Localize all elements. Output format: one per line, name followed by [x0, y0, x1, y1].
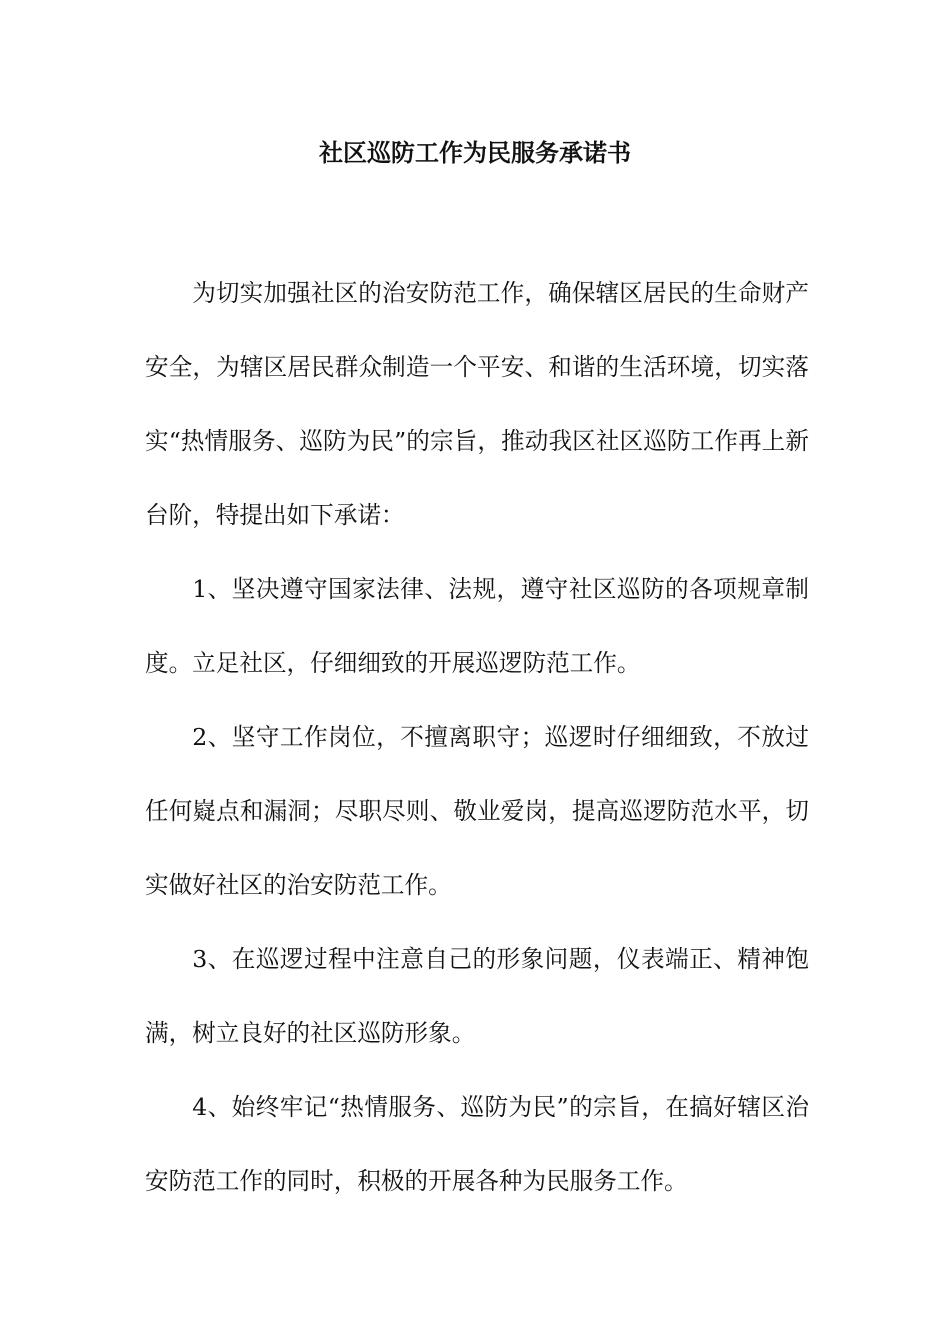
commitment-item-3: 3、在巡逻过程中注意自己的形象问题，仪表端正、精神饱满，树立良好的社区巡防形象。 [145, 945, 809, 1047]
commitment-item-2: 2、坚守工作岗位，不擅离职守；巡逻时仔细细致，不放过任何嶷点和漏洞；尽职尽则、敬业爱岗，提高巡逻防范水平，切实做好社区的治安防范工作。 [145, 723, 809, 899]
intro-paragraph: 为切实加强社区的治安防范工作，确保辖区居民的生命财产安全，为辖区居民群众制造一个平安、和谐的生活环境，切实落实“热情服务、巡防为民”的宗旨，推动我区社区巡防工作再上新台阶，特提出如下承诺： [145, 279, 809, 529]
commitment-item-1: 1、坚决遵守国家法律、法规，遵守社区巡防的各项规章制度。立足社区，仔细细致的开展巡逻防范工作。 [145, 575, 809, 677]
document-title: 社区巡防工作为民服务承诺书 [319, 139, 631, 167]
document-body [145, 256, 809, 1218]
commitment-item-4: 4、始终牢记“热情服务、巡防为民”的宗旨，在搞好辖区治安防范工作的同时，积极的开展各种为民服务工作。 [145, 1093, 809, 1195]
